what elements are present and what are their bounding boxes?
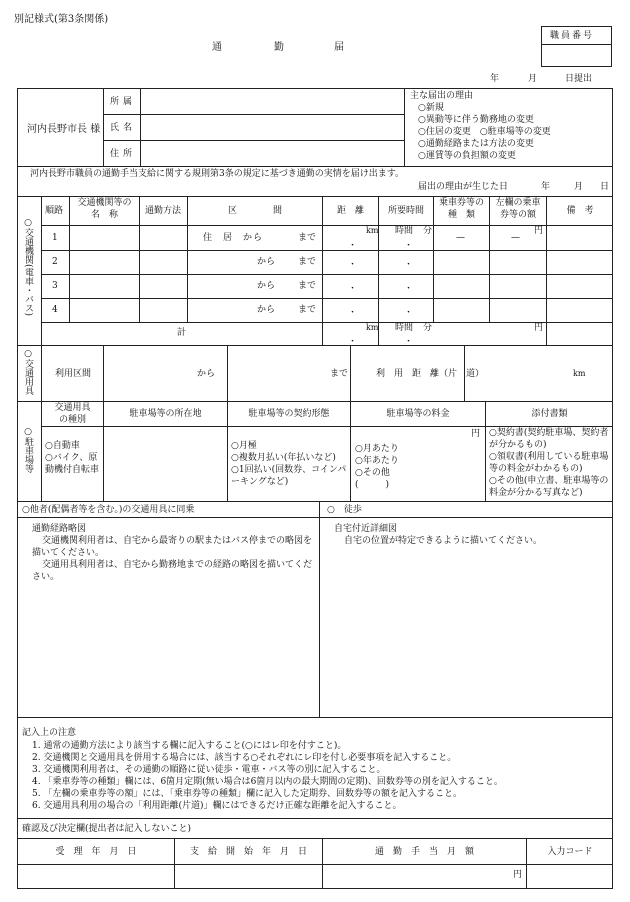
fee-per-month[interactable]: ○月あたり (355, 444, 399, 454)
row-2-from: から (257, 257, 276, 267)
contract-one-time[interactable]: ○1回払い(回数券、コインパーキングなど) (231, 465, 347, 487)
reason-option-residence-parking[interactable]: ○住居の変更 ○駐車場等の変更 (418, 127, 551, 137)
name-field[interactable] (141, 115, 403, 139)
staff-number-label: 職員番号 (550, 31, 595, 41)
confirmation-title: 確認及び決定欄(提出者は記入しないこと) (22, 824, 192, 834)
vehicle-to: まで (330, 369, 349, 379)
reason-heading: 主な届出の理由 (410, 91, 474, 101)
home-map-title: 自宅付近詳細図 (334, 524, 398, 534)
row-1-ticket-amount-dash: — (511, 233, 520, 243)
address-field[interactable] (141, 141, 403, 165)
transit-side-label[interactable]: ○交通機関(電車・バス) (23, 218, 33, 317)
date-month: 月 (528, 74, 538, 84)
row-1-ticket-type-dash: — (456, 233, 465, 243)
header-order: 順路 (45, 206, 64, 216)
vehicle-to-field[interactable] (228, 346, 349, 400)
reason-date-month: 月 (574, 182, 584, 192)
note-4: 4. 「乗車券等の種類」欄には、6箇月定期(無い場合は6箇月以内の最大期間の定期)、回数券等の別を記入すること。 (32, 777, 503, 787)
other-walk[interactable]: ○ 徒歩 (327, 505, 362, 515)
row-3-no: 3 (52, 281, 58, 291)
route-map-title: 通勤経路略図 (32, 524, 87, 534)
fee-per-year[interactable]: ○年あたり (355, 456, 399, 466)
home-map-canvas[interactable] (320, 552, 612, 716)
parking-side-label[interactable]: ○駐車場等 (23, 427, 33, 473)
header-method: 通勤方法 (145, 206, 182, 216)
title-char-1: 通 (212, 42, 222, 53)
row-2-to: まで (298, 257, 317, 267)
route-map-text-1: 交通機関利用者は、自宅から最寄りの駅またはバス停までの略図を描いてください。 (32, 536, 313, 558)
header-transit-name: 交通機関等の 名 称 (77, 198, 132, 220)
row-1-to: まで (298, 233, 317, 243)
notes-title: 記入上の注意 (22, 728, 77, 738)
header-distance: 距 離 (336, 206, 364, 216)
vehicle-km: km (573, 369, 586, 378)
title-char-3: 届 (334, 42, 344, 53)
parking-header-docs: 添付書類 (531, 409, 568, 419)
row-3-to: まで (298, 281, 317, 291)
name-label: 氏名 (110, 123, 137, 133)
note-3: 3. 交通機関利用者は、その通勤の順路に従い徒歩・電車・バス等の別に記入すること。 (32, 765, 386, 775)
note-2: 2. 交通機関と交通用具を併用する場合には、該当する○それぞれにレ印を付し必要事項を記入すること。 (32, 753, 457, 763)
parking-header-location: 駐車場等の所在地 (129, 409, 202, 419)
other-shared-ride[interactable]: ○他者(配偶者等を含む。)の交通用具に同乗 (22, 505, 195, 515)
row-4-no: 4 (52, 305, 58, 315)
parking-type-bike[interactable]: ○バイク、原動機付自転車 (45, 453, 100, 475)
reason-option-transfer[interactable]: ○異動等に伴う勤務地の変更 (418, 115, 534, 125)
header-section: 区 間 (227, 206, 282, 216)
reason-option-fare[interactable]: ○運賃等の負担額の変更 (418, 151, 516, 161)
confirm-amount-label: 通 勤 手 当 月 額 (374, 847, 474, 857)
contract-monthly[interactable]: ○月極 (231, 441, 257, 451)
reason-option-new[interactable]: ○新規 (418, 103, 444, 113)
confirm-received-label: 受 理 年 月 日 (55, 847, 137, 857)
date-year: 年 (490, 74, 500, 84)
parking-header-contract: 駐車場等の契約形態 (248, 409, 330, 419)
row-4-to: まで (298, 305, 317, 315)
date-day-submit: 日提出 (565, 74, 593, 84)
vehicle-distance-label: 利 用 距 離（片 道） (376, 369, 485, 379)
vehicle-section-label: 利用区間 (55, 369, 92, 379)
note-6: 6. 交通用具利用の場合の「利用距離(片道)」欄にはできるだけ正確な距離を記入すること。 (32, 801, 402, 811)
doc-receipt[interactable]: ○領収書(利用している駐車場等の料金がわかるもの) (489, 452, 609, 474)
row-1-hour: 時間 (395, 226, 414, 236)
total-hour: 時間 (395, 323, 414, 333)
reason-date-label: 届出の理由が生じた日 (418, 182, 509, 192)
header-time: 所要時間 (387, 206, 424, 216)
fee-other-paren: ( ) (355, 480, 390, 490)
vehicle-side-label[interactable]: ○交通用具 (23, 349, 33, 395)
row-4-from: から (257, 305, 276, 315)
confirm-input-code-label: 入力コード (547, 847, 593, 857)
total-label: 計 (177, 328, 187, 338)
reason-date-day: 日 (600, 182, 610, 192)
route-map-canvas[interactable] (18, 586, 318, 716)
form-label: 別記様式(第3条関係) (14, 14, 109, 25)
declaration-text: 河内長野市職員の通勤手当支給に関する規則第3条の規定に基づき通勤の実情を届け出ます。 (30, 169, 405, 179)
row-1-from: 住 居 から (203, 233, 264, 243)
note-5: 5. 「左欄の乗車券等の額」には、「乗車券等の種類」欄に記入した定期券、回数券等の額を記入すること。 (32, 789, 462, 799)
vehicle-distance-field[interactable] (465, 346, 612, 400)
confirm-start-label: 支 給 開 始 年 月 日 (189, 847, 307, 857)
parking-type-car[interactable]: ○自動車 (45, 441, 80, 451)
home-map-text: 自宅の位置が特定できるように描いてください。 (344, 536, 543, 546)
affiliation-field[interactable] (141, 89, 403, 113)
doc-contract[interactable]: ○契約書(契約駐車場、契約者が分かるもの) (489, 428, 609, 450)
doc-other[interactable]: ○その他(申立書、駐車場等の料金が分かる写真など) (489, 476, 609, 498)
total-yen: 円 (534, 323, 544, 333)
row-3-from: から (257, 281, 276, 291)
total-km: km (366, 323, 379, 332)
vehicle-from: から (197, 369, 216, 379)
route-map-text-2: 交通用具利用者は、自宅から勤務地までの経路の略図を描いてください。 (32, 560, 313, 582)
parking-header-fee: 駐車場等の料金 (386, 409, 450, 419)
parking-header-type: 交通用具 の種別 (54, 403, 91, 425)
header-remarks: 備 考 (566, 206, 594, 216)
row-1-km: km (366, 226, 379, 235)
confirm-amount-field[interactable] (323, 865, 508, 888)
contract-multi-month[interactable]: ○複数月払い(年払いなど) (231, 453, 336, 463)
title-char-2: 勤 (274, 42, 284, 53)
row-2-no: 2 (52, 257, 58, 267)
confirm-input-code-field[interactable] (527, 865, 612, 888)
header-ticket-type: 乗車券等の 種 類 (438, 198, 484, 220)
fee-yen: 円 (471, 429, 481, 439)
total-min: 分 (423, 323, 433, 333)
confirm-start-field[interactable] (175, 865, 321, 888)
note-1: 1. 通常の通勤方法により該当する欄に記入すること(○にはレ印を付すこと)。 (32, 741, 347, 751)
address-label: 住所 (110, 149, 137, 159)
header-ticket-amount: 左欄の乗車 券等の額 (495, 198, 541, 220)
addressee: 河内長野市長 様 (27, 124, 101, 135)
row-1-min: 分 (423, 226, 433, 236)
confirm-amount-yen: 円 (513, 870, 523, 880)
row-1-no: 1 (52, 233, 58, 243)
confirm-received-field[interactable] (18, 865, 173, 888)
affiliation-label: 所属 (110, 97, 137, 107)
vehicle-from-field[interactable] (104, 346, 226, 400)
reason-option-route[interactable]: ○通勤経路または方法の変更 (418, 139, 534, 149)
row-1-yen: 円 (534, 226, 544, 236)
reason-date-year: 年 (541, 182, 551, 192)
fee-other[interactable]: ○その他 (355, 468, 390, 478)
staff-number-field[interactable] (542, 45, 611, 66)
